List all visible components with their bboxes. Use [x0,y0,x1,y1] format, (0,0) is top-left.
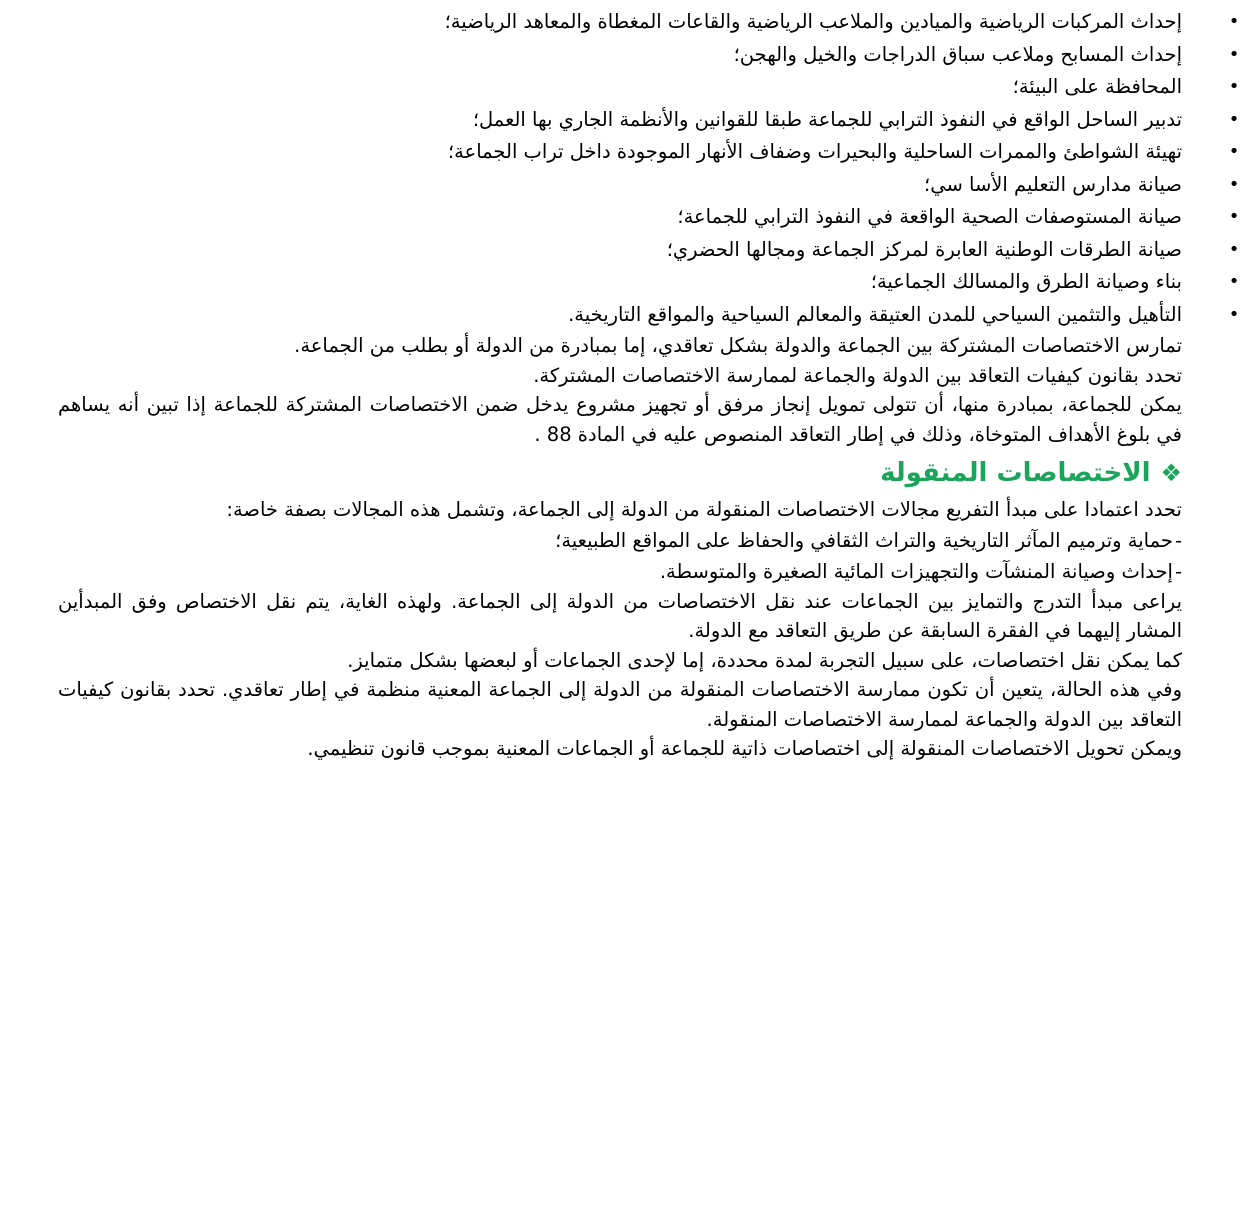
transferred-competences-list [58,525,1182,587]
paragraph: يراعى مبدأ التدرج والتمايز بين الجماعات عند نقل الاختصاصات من الدولة إلى الجماعة. ولهذه الغاية، يتم نقل الاختصاص وفق المبدأين المشار إليهما في الفقرة السابقة عن طريق التعاقد مع الدولة. [58,589,1182,642]
paragraph: وفي هذه الحالة، يتعين أن تكون ممارسة الاختصاصات المنقولة من الدولة إلى الجماعة المعنية منظمة في إطار تعاقدي. تحدد بقانون كيفيات التعاقد بين الدولة والجماعة لممارسة الاختصاصات المنقولة. [58,678,1182,731]
bullet-icon: • [1228,303,1240,325]
bullet-icon: • [1228,238,1240,260]
list-item: • صيانة مدارس التعليم الأسا سي؛ [58,169,1182,202]
list-item: -إحداث وصيانة المنشآت والتجهيزات المائية الصغيرة والمتوسطة. [659,559,1182,583]
bullet-icon: • [1228,43,1240,65]
intro-paragraph: تحدد اعتمادا على مبدأ التفريع مجالات الاختصاصات المنقولة من الدولة إلى الجماعة، وتشمل هذه المجالات بصفة خاصة: [226,498,1182,521]
paragraph: ويمكن تحويل الاختصاصات المنقولة إلى اختصاصات ذاتية للجماعة أو الجماعات المعنية بموجب قانون تنظيمي. [307,737,1182,760]
bullet-icon: • [1228,271,1240,292]
bullet-icon: • [1228,11,1240,32]
document-page [58,6,1240,764]
bullet-icon: • [1228,206,1240,227]
paragraph: تمارس الاختصاصات المشتركة بين الجماعة والدولة بشكل تعاقدي، إما بمبادرة من الدولة أو بطلب من الجماعة. [294,334,1182,357]
section-heading [58,453,1182,493]
list-item: • صيانة الطرقات الوطنية العابرة لمركز الجماعة ومجالها الحضري؛ [58,234,1182,267]
list-item: • تدبير الساحل الواقع في النفوذ الترابي للجماعة طبقا للقوانين والأنظمة الجاري بها العمل؛ [58,104,1182,137]
list-item: • تهيئة الشواطئ والممرات الساحلية والبحيرات وضفاف الأنهار الموجودة داخل تراب الجماعة؛ [58,136,1182,169]
list-item: • المحافظة على البيئة؛ [58,71,1182,104]
bullet-icon: • [1228,108,1240,130]
dash-marker: - [1174,528,1182,552]
list-item: • إحداث المسابح وملاعب سباق الدراجات والخيل والهجن؛ [58,39,1182,72]
list-item: • بناء وصيانة الطرق والمسالك الجماعية؛ [58,266,1182,299]
list-item: • صيانة المستوصفات الصحية الواقعة في النفوذ الترابي للجماعة؛ [58,201,1182,234]
dash-marker: - [1174,559,1182,583]
paragraph: تحدد بقانون كيفيات التعاقد بين الدولة والجماعة لممارسة الاختصاصات المشتركة. [533,363,1182,387]
bullet-icon: • [1228,76,1240,97]
shared-competences-list [58,6,1240,331]
list-item: • إحداث المركبات الرياضية والميادين والملاعب الرياضية والقاعات المغطاة والمعاهد الرياضية؛ [58,6,1182,39]
diamond-icon: ❖ [1160,459,1182,487]
list-item: • التأهيل والتثمين السياحي للمدن العتيقة والمعالم السياحية والمواقع التاريخية. [58,299,1182,332]
paragraph: يمكن للجماعة، بمبادرة منها، أن تتولى تمويل إنجاز مرفق أو تجهيز مشروع يدخل ضمن الاختصاصات المشتركة للجماعة إذا تبين أنه يساهم في بلوغ الأهداف المتوخاة، وذلك في إطار التعاقد المنصوص عليه في المادة 88 . [58,393,1182,446]
section-heading-text: الاختصاصات المنقولة [880,458,1151,488]
bullet-icon: • [1228,141,1240,162]
list-item: -حماية وترميم المآثر التاريخية والتراث الثقافي والحفاظ على المواقع الطبيعية؛ [555,528,1182,552]
bullet-icon: • [1228,173,1240,195]
paragraph: كما يمكن نقل اختصاصات، على سبيل التجربة لمدة محددة، إما لإحدى الجماعات أو لبعضها بشكل متمايز. [347,648,1182,672]
